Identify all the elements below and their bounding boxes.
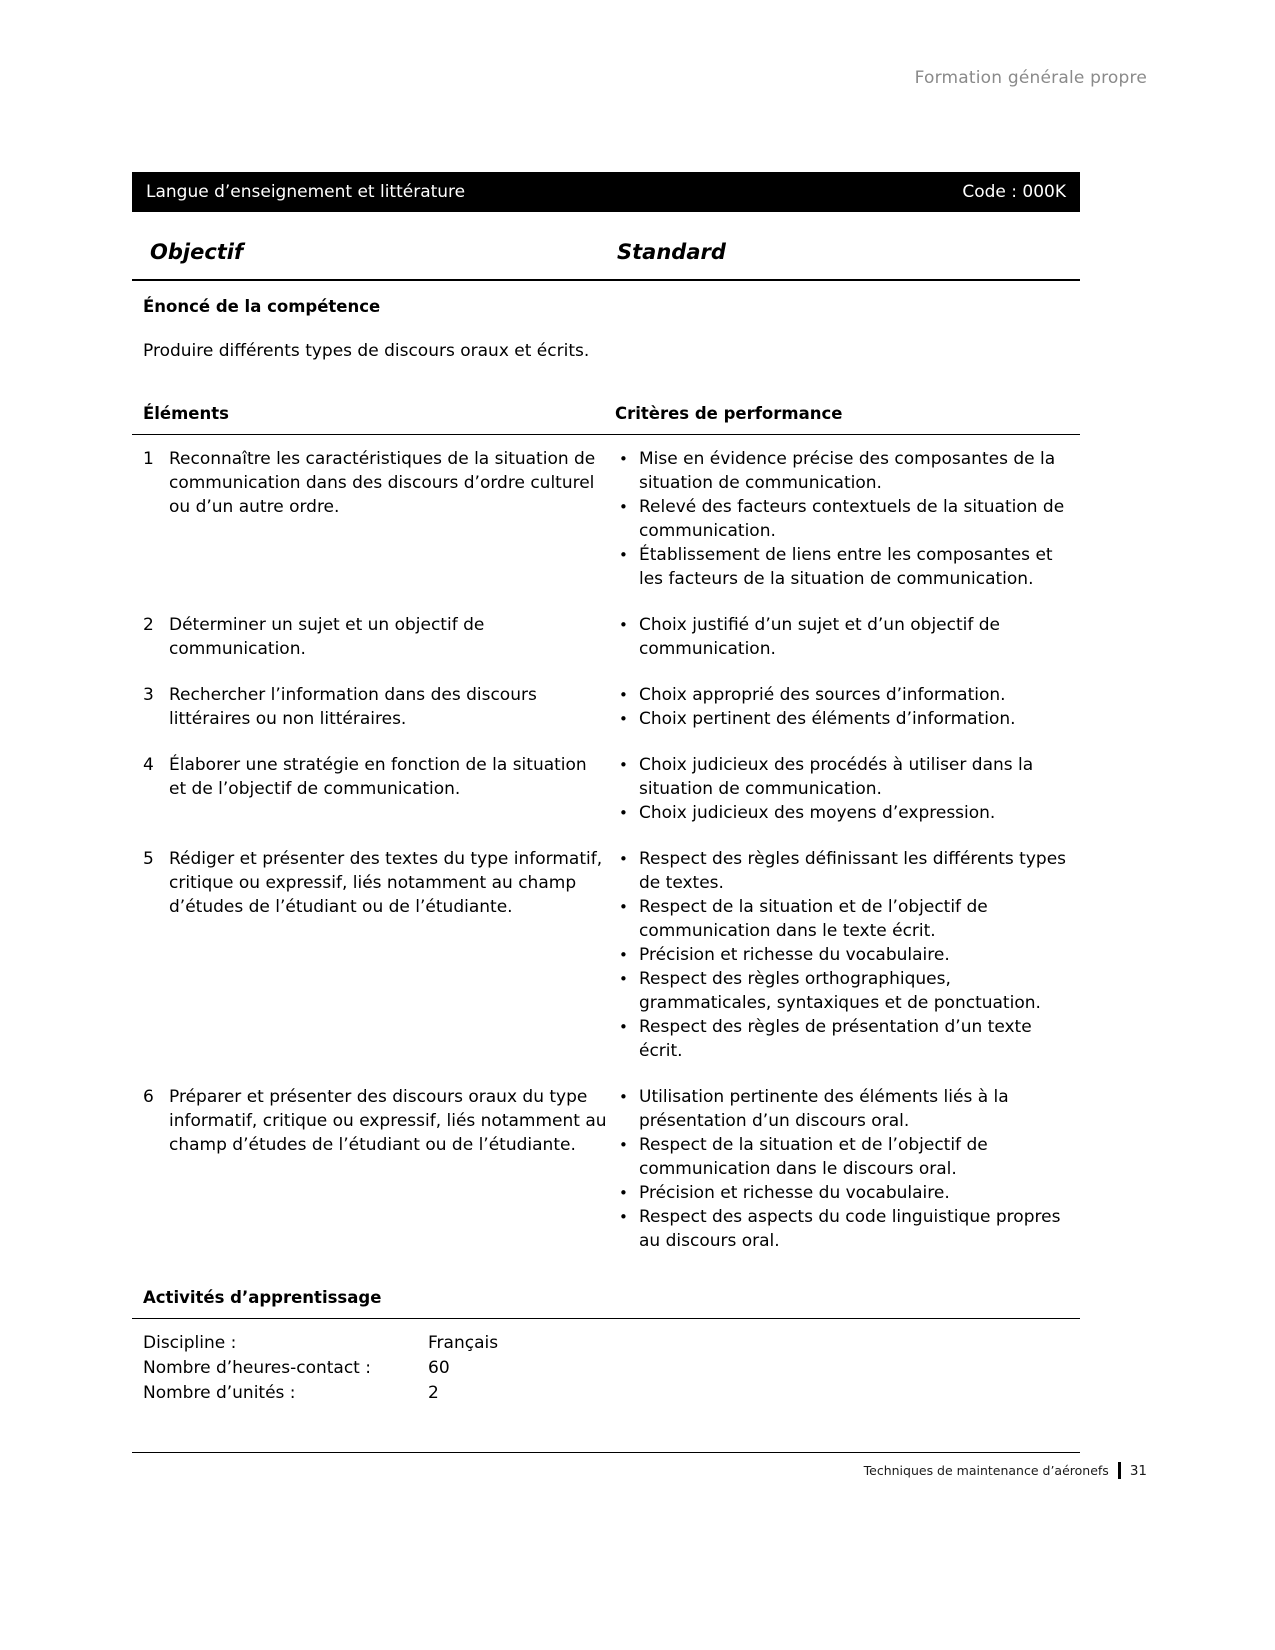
element-text: Déterminer un sujet et un objectif de communication. xyxy=(169,615,485,659)
running-header: Formation générale propre xyxy=(914,68,1147,88)
activities-label: Activités d’apprentissage xyxy=(143,1288,382,1307)
list-item: • Choix judicieux des moyens d’expression. xyxy=(613,801,1080,825)
element-cell xyxy=(132,753,607,825)
element-number: 2 xyxy=(143,615,154,635)
activities-key: Nombre d’heures-contact : xyxy=(143,1358,371,1378)
column-header-objectif: Objectif xyxy=(150,240,244,264)
element-text: Rédiger et présenter des textes du type informatif, critique ou expressif, liés notamment au champ d’études de l’étudiant ou de l’étudiante. xyxy=(169,849,603,917)
criteria-list xyxy=(613,447,1080,591)
subheader-criteres: Critères de performance xyxy=(615,404,843,423)
activities-header xyxy=(132,1288,1080,1319)
element-text: Reconnaître les caractéristiques de la situation de communication dans des discours d’ordre culturel ou d’un autre ordre. xyxy=(169,449,596,517)
list-item: • Mise en évidence précise des composantes de la situation de communication. xyxy=(613,447,1080,495)
list-item: • Respect des aspects du code linguistique propres au discours oral. xyxy=(613,1205,1080,1253)
element-text: Rechercher l’information dans des discours littéraires ou non littéraires. xyxy=(169,685,537,729)
element-number: 1 xyxy=(143,449,154,469)
list-item: • Respect des règles orthographiques, grammaticales, syntaxiques et de ponctuation. xyxy=(613,967,1080,1015)
list-item: • Choix justifié d’un sujet et d’un objectif de communication. xyxy=(613,613,1080,661)
page-footer xyxy=(864,1462,1147,1479)
table-row xyxy=(132,847,1080,1063)
list-item: • Choix approprié des sources d’information. xyxy=(613,683,1080,707)
list-item: • Précision et richesse du vocabulaire. xyxy=(613,1181,1080,1205)
subheader-elements: Éléments xyxy=(143,404,229,423)
element-cell xyxy=(132,1085,607,1253)
list-item: • Respect de la situation et de l’objectif de communication dans le discours oral. xyxy=(613,1133,1080,1181)
activities-row xyxy=(143,1331,628,1356)
list-item: • Relevé des facteurs contextuels de la situation de communication. xyxy=(613,495,1080,543)
criteria-cell xyxy=(607,613,1080,661)
enonce-label: Énoncé de la compétence xyxy=(143,297,381,316)
elements-criteria-table xyxy=(132,447,1080,1275)
list-item: • Respect des règles de présentation d’un texte écrit. xyxy=(613,1015,1080,1063)
footer-separator-bar xyxy=(1118,1462,1121,1479)
list-item: • Choix pertinent des éléments d’information. xyxy=(613,707,1080,731)
criteria-cell xyxy=(607,847,1080,1063)
footer-divider xyxy=(132,1452,1080,1453)
element-cell xyxy=(132,613,607,661)
table-row xyxy=(132,1085,1080,1253)
activities-key: Nombre d’unités : xyxy=(143,1383,296,1403)
criteria-list xyxy=(613,613,1080,661)
activities-value: Français xyxy=(428,1333,499,1353)
criteria-list xyxy=(613,847,1080,1063)
element-cell xyxy=(132,447,607,591)
element-text: Préparer et présenter des discours oraux du type informatif, critique ou expressif, liés notamment au champ d’études de l’étudiant ou de l’étudiante. xyxy=(169,1087,607,1155)
activities-row xyxy=(143,1381,628,1406)
competency-code: Code : 000K xyxy=(962,182,1066,202)
activities-value: 2 xyxy=(428,1383,439,1403)
activities-row xyxy=(143,1356,628,1381)
column-headers xyxy=(132,240,1080,281)
list-item: • Choix judicieux des procédés à utiliser dans la situation de communication. xyxy=(613,753,1080,801)
activities-key: Discipline : xyxy=(143,1333,237,1353)
activities-table xyxy=(143,1331,628,1406)
criteria-list xyxy=(613,753,1080,825)
element-number: 3 xyxy=(143,685,154,705)
criteria-cell xyxy=(607,753,1080,825)
column-header-standard: Standard xyxy=(617,240,726,264)
list-item: • Respect des règles définissant les différents types de textes. xyxy=(613,847,1080,895)
element-cell xyxy=(132,683,607,731)
table-row xyxy=(132,753,1080,825)
criteria-list xyxy=(613,1085,1080,1253)
element-cell xyxy=(132,847,607,1063)
enonce-text: Produire différents types de discours oraux et écrits. xyxy=(143,341,590,361)
criteria-list xyxy=(613,683,1080,731)
list-item: • Utilisation pertinente des éléments liés à la présentation d’un discours oral. xyxy=(613,1085,1080,1133)
subsection-headers xyxy=(132,404,1080,435)
element-number: 5 xyxy=(143,849,154,869)
list-item: • Respect de la situation et de l’objectif de communication dans le texte écrit. xyxy=(613,895,1080,943)
element-number: 6 xyxy=(143,1087,154,1107)
competency-title: Langue d’enseignement et littérature xyxy=(146,182,466,202)
criteria-cell xyxy=(607,683,1080,731)
competency-title-bar xyxy=(132,172,1080,212)
criteria-cell xyxy=(607,447,1080,591)
element-text: Élaborer une stratégie en fonction de la situation et de l’objectif de communication. xyxy=(169,755,587,799)
page-number: 31 xyxy=(1129,1462,1147,1479)
table-row xyxy=(132,613,1080,661)
activities-value: 60 xyxy=(428,1358,450,1378)
list-item: • Précision et richesse du vocabulaire. xyxy=(613,943,1080,967)
table-row xyxy=(132,447,1080,591)
table-row xyxy=(132,683,1080,731)
footer-program: Techniques de maintenance d’aéronefs xyxy=(863,1463,1109,1478)
element-number: 4 xyxy=(143,755,154,775)
list-item: • Établissement de liens entre les composantes et les facteurs de la situation de communication. xyxy=(613,543,1080,591)
criteria-cell xyxy=(607,1085,1080,1253)
